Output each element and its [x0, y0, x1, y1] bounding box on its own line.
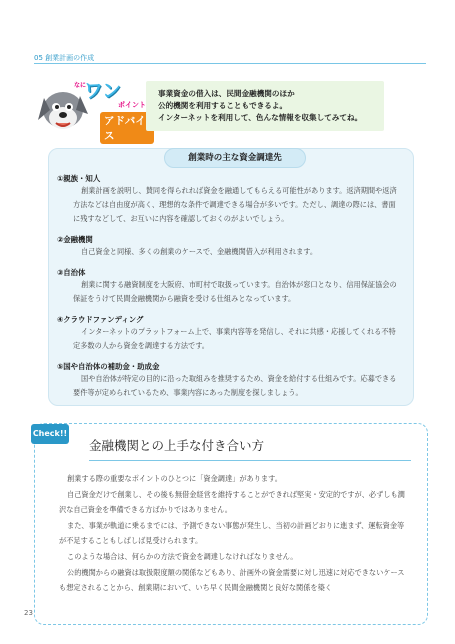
funding-item-title: ④クラウドファンディング — [57, 315, 144, 324]
badge-point: ポイント — [118, 101, 146, 109]
check-box — [34, 423, 428, 625]
advice-text — [158, 88, 362, 124]
funding-title: 創業時の主な資金調達先 — [164, 148, 306, 168]
check-body — [59, 471, 409, 596]
one-point-badge — [74, 78, 154, 142]
check-title-rule — [89, 460, 411, 461]
funding-item-body: 創業に関する融資制度を大阪府、市町村で取扱っています。自治体が窓口となり、信用保証協会の保証をうけて民間金融機関から融資を受ける仕組みとなっています。 — [73, 280, 397, 303]
funding-item-body: インターネットのプラットフォーム上で、事業内容等を発信し、それに共感・応援してくれる不特定多数の人から資金を調達する方法です。 — [73, 327, 396, 350]
funding-item-title: ②金融機関 — [57, 235, 93, 244]
advice-line: 事業資金の借入は、民間金融機関のほか — [158, 89, 295, 98]
funding-item — [57, 173, 401, 226]
badge-label: アドバイス — [100, 112, 154, 144]
funding-item-title: ③自治体 — [57, 268, 86, 277]
funding-item-title: ⑤国や自治体の補助金・助成金 — [57, 362, 160, 371]
check-paragraph: 自己資金だけで創業し、その後も無借金経営を維持することができれば堅実・安定的ですが、必ずしも潤沢な自己資金を準備できる方ばかりではありません。 — [59, 489, 405, 515]
badge-main: ワン — [84, 80, 121, 102]
advice-line: 公的機関を利用することもできるよ。 — [158, 101, 288, 110]
page-number: 23 — [24, 609, 33, 617]
check-badge: Check!! — [31, 424, 69, 444]
funding-item-body: 国や自治体が特定の目的に沿った取組みを推奨するため、資金を給付する仕組みです。応募できる要件等が定められているため、事業内容にあった制度を探しましょう。 — [73, 374, 397, 397]
section-heading: 05 創業計画の作成 — [34, 54, 95, 62]
funding-item — [57, 267, 401, 306]
funding-sources-box — [48, 148, 414, 406]
funding-item — [57, 361, 401, 400]
check-title: 金融機関との上手な付き合い方 — [89, 438, 265, 453]
advice-line: インターネットを利用して、色んな情報を収集してみてね。 — [158, 113, 363, 122]
funding-item-body: 自己資金と同様、多くの創業のケースで、金融機関借入が利用されます。 — [81, 247, 318, 256]
funding-item-title: ①親族・知人 — [57, 174, 101, 183]
badge-prefix: なに — [74, 82, 87, 89]
advice-block — [34, 76, 426, 142]
check-paragraph: 創業する際の重要なポイントのひとつに「資金調達」があります。 — [67, 474, 282, 483]
check-paragraph: 公的機関からの融資は取扱限度額の関係などもあり、計画外の資金需要に対し迅速に対応できないケースも想定されることから、創業期において、いち早く民間金融機関と良好な関係を築く — [59, 567, 405, 593]
section-rule — [34, 63, 426, 64]
funding-list — [57, 173, 401, 408]
check-paragraph: また、事業が軌道に乗るまでには、予測できない事態が発生し、当初の計画どおりに進まず、運転資金等が不足することもしばしば見受けられます。 — [59, 520, 405, 546]
funding-item-body: 創業計画を説明し、賛同を得られれば資金を融通してもらえる可能性があります。返済期間や返済方法などは自由度が高く、理想的な条件で調達できる場合が多いです。ただし、調達の際には、書面に残すなどして、お互いに内容を確認しておくのがよいでしょう。 — [73, 186, 397, 223]
funding-item — [57, 314, 401, 353]
check-paragraph: このような場合は、何らかの方法で資金を調達しなければなりません。 — [67, 551, 298, 561]
funding-item — [57, 234, 401, 259]
